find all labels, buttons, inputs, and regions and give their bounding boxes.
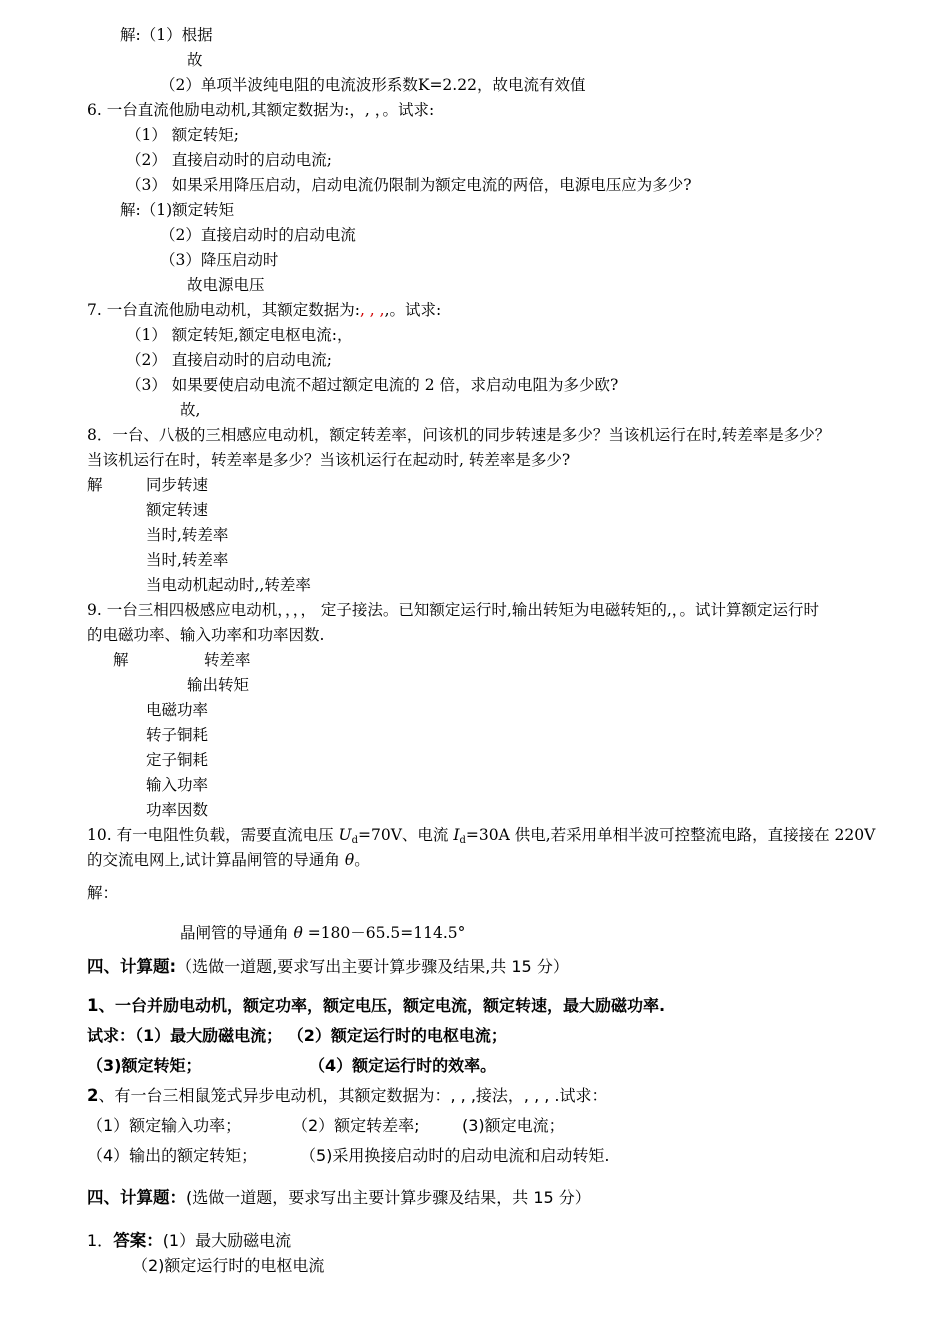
question-item: （1） 额定转矩; [126,126,240,144]
solution-line: 当电动机起动时,,转差率 [146,576,311,594]
question-text: 7. 一台直流他励电动机，其额定数据为: [87,301,360,319]
solution-line: 额定转速 [146,501,209,519]
problem-1-asks [87,1055,496,1077]
solution-line: （3）降压启动时 [160,251,279,269]
heading-label: 四、计算题： [87,1188,186,1207]
question-7 [87,299,441,321]
question-text: =70V、电流 [358,826,454,844]
solution-line: 同步转速 [146,476,209,494]
ask-item: （1）额定输入功率； [87,1116,242,1135]
solution-text: 晶闸管的导通角 [180,924,294,942]
section-heading [87,1187,591,1209]
solution-line: 转差率 [204,651,251,669]
solution-line: 故, [180,401,201,419]
question-6: 6. 一台直流他励电动机,其额定数据为:，, ，。试求: [87,101,435,119]
answer-text: (1）最大励磁电流 [162,1231,292,1250]
solution-line: （2）直接启动时的启动电流 [160,226,356,244]
theta-symbol: θ [344,851,355,869]
solution-label: 解 [113,651,129,669]
section-heading [87,956,569,978]
solution-label: 解： [87,884,119,902]
theta-symbol: θ [293,924,303,942]
question-item: （2） 直接启动时的启动电流; [126,151,333,169]
solution-line: 解:（1)额定转矩 [120,201,235,219]
subscript: d [351,835,358,846]
solution-line: 转子铜耗 [146,726,209,744]
solution-line: 电磁功率 [146,701,209,719]
question-text: 10. 有一电阻性负载，需要直流电压 [87,826,339,844]
question-text: ,。试求: [384,301,442,319]
solution-text: =180－65.5=114.5° [302,924,466,942]
question-10 [87,824,875,852]
solution-line: 功率因数 [146,801,209,819]
solution-line: 输出转矩 [187,676,250,694]
question-item: （3） 如果采用降压启动，启动电流仍限制为额定电流的两倍，电源电压应为多少? [126,176,692,194]
question-item: （1） 额定转矩,额定电枢电流:， [126,326,353,344]
problem-text: 一台并励电动机，额定功率，额定电压，额定电流，额定转速，最大励磁功率. [114,996,666,1015]
problem-number: 1、 [87,996,115,1015]
heading-label: 四、计算题: [87,957,177,976]
question-10-cont [87,849,370,871]
question-9: 9. 一台三相四极感应电动机，，，， 定子接法。已知额定运行时,输出转矩为电磁转矩的,，。试计算额定运行时 [87,601,820,619]
solution-line: 解:（1）根据 [120,26,213,44]
question-text: =30A 供电,若采用单相半波可控整流电路，直接接在 220V [465,826,876,844]
answer-label: 答案： [113,1231,163,1250]
problem-text: 、有一台三相鼠笼式异步电动机，其额定数据为：, , ,接法，, , , .试求： [98,1086,608,1105]
problem-2-asks [87,1115,565,1137]
voltage-symbol: U [338,826,352,844]
ask-item: （4）额定运行时的效率。 [309,1056,497,1075]
solution-line: 当时,转差率 [146,551,229,569]
solution-line: 当时,转差率 [146,526,229,544]
answer-1 [87,1230,291,1252]
question-8: 8．一台、八极的三相感应电动机，额定转差率，问该机的同步转速是多少？当该机运行在时,转差率是多少？ [87,426,831,444]
problem-1-asks: 试求：（1）最大励磁电流； （2）额定运行时的电枢电流； [87,1026,507,1045]
red-commas: , , , [359,301,385,319]
question-item: （2） 直接启动时的启动电流; [126,351,333,369]
problem-2 [87,1085,608,1107]
current-symbol: I [453,826,460,844]
solution-line: 故 [187,51,203,69]
problem-1 [87,995,665,1017]
problem-number: 2 [87,1086,99,1105]
ask-item: （4）输出的额定转矩； [87,1146,258,1165]
heading-note: (选做一道题，要求写出主要计算步骤及结果，共 15 分） [186,1188,591,1207]
question-text: 的交流电网上,试计算晶闸管的导通角 [87,851,345,869]
solution-line: 故电源电压 [187,276,265,294]
solution-line: 定子铜耗 [146,751,209,769]
answer-number: 1． [87,1231,114,1250]
question-9-cont: 的电磁功率、输入功率和功率因数. [87,626,325,644]
ask-item: （2）额定转差率; [292,1116,420,1135]
question-8-cont: 当该机运行在时，转差率是多少？当该机运行在起动时, 转差率是多少? [87,451,571,469]
solution-label: 解 [87,476,103,494]
solution-line: 输入功率 [146,776,209,794]
answer-line: （2)额定运行时的电枢电流 [132,1256,325,1275]
problem-2-asks [87,1145,610,1167]
subscript: d [459,835,466,846]
heading-note: （选做一道题,要求写出主要计算步骤及结果,共 15 分） [176,957,569,976]
question-text: 。 [354,851,370,869]
solution-line: （2）单项半波纯电阻的电流波形系数K=2.22，故电流有效值 [160,76,586,94]
solution-line [180,922,465,944]
ask-item: （3)额定转矩； [87,1056,202,1075]
question-item: （3） 如果要使启动电流不超过额定电流的 2 倍，求启动电阻为多少欧? [126,376,619,394]
ask-item: （5)采用换接启动时的启动电流和启动转矩. [300,1146,610,1165]
ask-item: (3)额定电流； [462,1116,565,1135]
